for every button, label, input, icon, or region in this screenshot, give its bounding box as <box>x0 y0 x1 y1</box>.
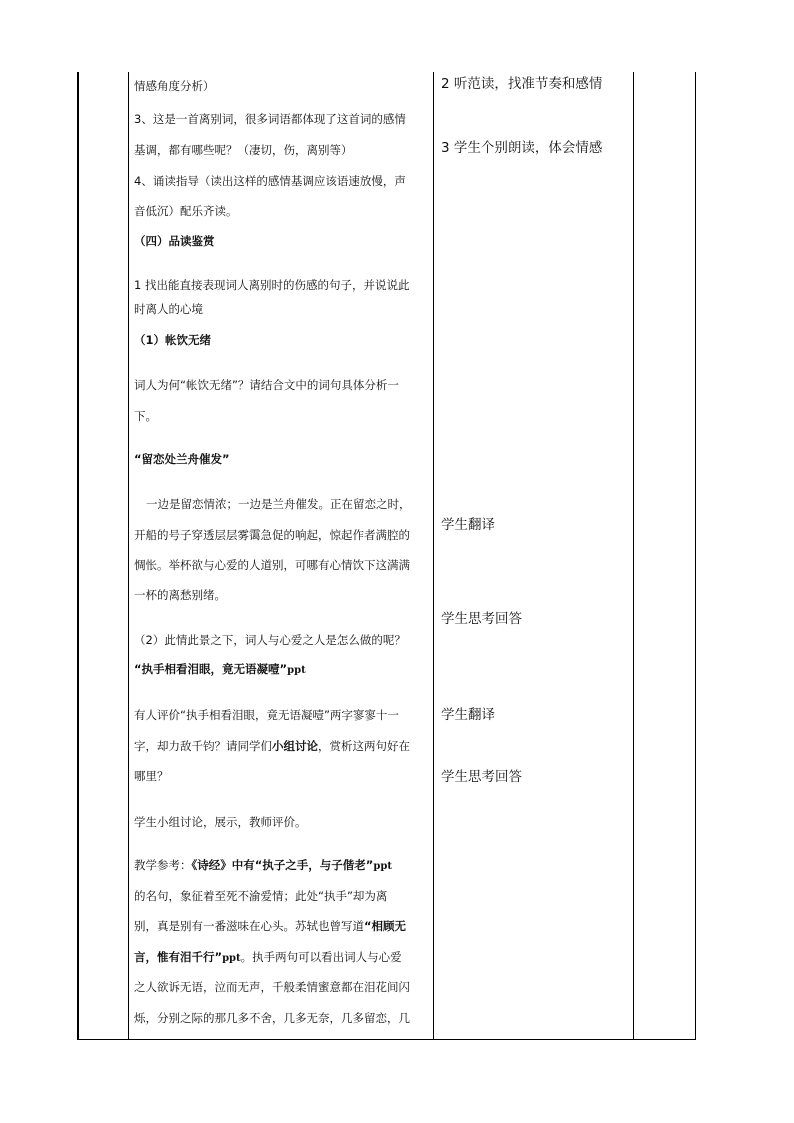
text-line: 惆怅。举杯欲与心爱的人道别，可哪有心情饮下这满满 <box>134 558 410 572</box>
section-heading: （四）品读鉴赏 <box>134 234 215 248</box>
text-line: 词人为何“帐饮无绪”？请结合文中的词句具体分析一 <box>134 378 399 392</box>
student-activity: 学生翻译 <box>441 707 495 723</box>
student-activity: 学生思考回答 <box>441 769 522 785</box>
quote-text: “执手相看泪眼，竟无语凝噎” <box>134 662 288 676</box>
bold-text: 小组讨论 <box>272 739 318 753</box>
column-divider-3 <box>633 72 634 1040</box>
student-activity: 3 学生个别朗读，体会情感 <box>441 140 603 156</box>
bold-text: “相顾无 <box>364 919 407 933</box>
bold-text: 《诗经》中有“执子之手，与子偕老” <box>191 858 374 872</box>
text-line: 下。 <box>134 409 157 423</box>
table-border-right <box>695 72 696 1040</box>
text-line: 哪里？ <box>134 769 169 783</box>
text-line <box>134 945 430 971</box>
text-line <box>134 734 430 759</box>
column-divider-1 <box>128 72 129 1040</box>
text-line: 有人评价“执手相看泪眼，竟无语凝噎”两字寥寥十一 <box>134 708 399 722</box>
ppt-marker: ppt <box>287 665 306 676</box>
text-line: 3、这是一首离别词，很多词语都体现了这首词的感情 <box>134 112 406 126</box>
text-line: 一杯的离愁别绪。 <box>134 588 226 602</box>
column-divider-2 <box>433 72 434 1040</box>
text-line: 基调，都有哪些呢？（凄切，伤，离别等） <box>134 143 353 157</box>
text-line <box>134 914 430 939</box>
table-border-left <box>77 72 79 1040</box>
student-activity: 2 听范读，找准节奏和感情 <box>441 76 603 92</box>
text-line: 时离人的心境 <box>134 302 203 316</box>
text-line: 1 找出能直接表现词人离别时的伤感的句子，并说说此 <box>134 278 410 292</box>
text-line: 学生小组讨论，展示，教师评价。 <box>134 815 307 829</box>
text-fragment: 教学参考： <box>134 858 192 872</box>
text-line: 烁，分别之际的那几多不舍，几多无奈，几多留恋，几 <box>134 1011 410 1025</box>
table-border-bottom <box>77 1039 696 1040</box>
student-activity: 学生翻译 <box>441 517 495 533</box>
quote-heading: “留恋处兰舟催发” <box>134 452 230 466</box>
text-line: 4、诵读指导（读出这样的感情基调应该语速放慢，声 <box>134 174 406 188</box>
text-fragment: 。执手两句可以看出词人与心爱 <box>240 950 402 964</box>
quote-heading <box>134 657 430 683</box>
student-activity: 学生思考回答 <box>441 611 522 627</box>
text-line: 一边是留恋情浓；一边是兰舟催发。正在留恋之时， <box>146 497 411 511</box>
text-line: 情感角度分析） <box>134 79 215 93</box>
ppt-marker: ppt <box>222 953 241 964</box>
text-fragment: 字，却力敌千钧？请同学们 <box>134 739 272 753</box>
text-line: 之人欲诉无语，泣而无声，千般柔情蜜意都在泪花间闪 <box>134 980 410 994</box>
subsection-heading: （1）帐饮无绪 <box>134 333 212 347</box>
text-line: 的名句，象征着至死不渝爱情；此处“执手”却为离 <box>134 889 388 903</box>
text-line: 音低沉）配乐齐读。 <box>134 204 238 218</box>
text-fragment: 别，真是别有一番滋味在心头。苏轼也曾写道 <box>134 919 364 933</box>
text-fragment: ，赏析这两句好在 <box>318 739 410 753</box>
text-line <box>134 853 430 879</box>
ppt-marker: ppt <box>373 861 392 872</box>
text-line: （2）此情此景之下，词人与心爱之人是怎么做的呢？ <box>134 633 406 647</box>
bold-text: 言，惟有泪千行” <box>134 950 223 964</box>
text-line: 开船的号子穿透层层雾霭急促的响起，惊起作者满腔的 <box>134 528 410 542</box>
